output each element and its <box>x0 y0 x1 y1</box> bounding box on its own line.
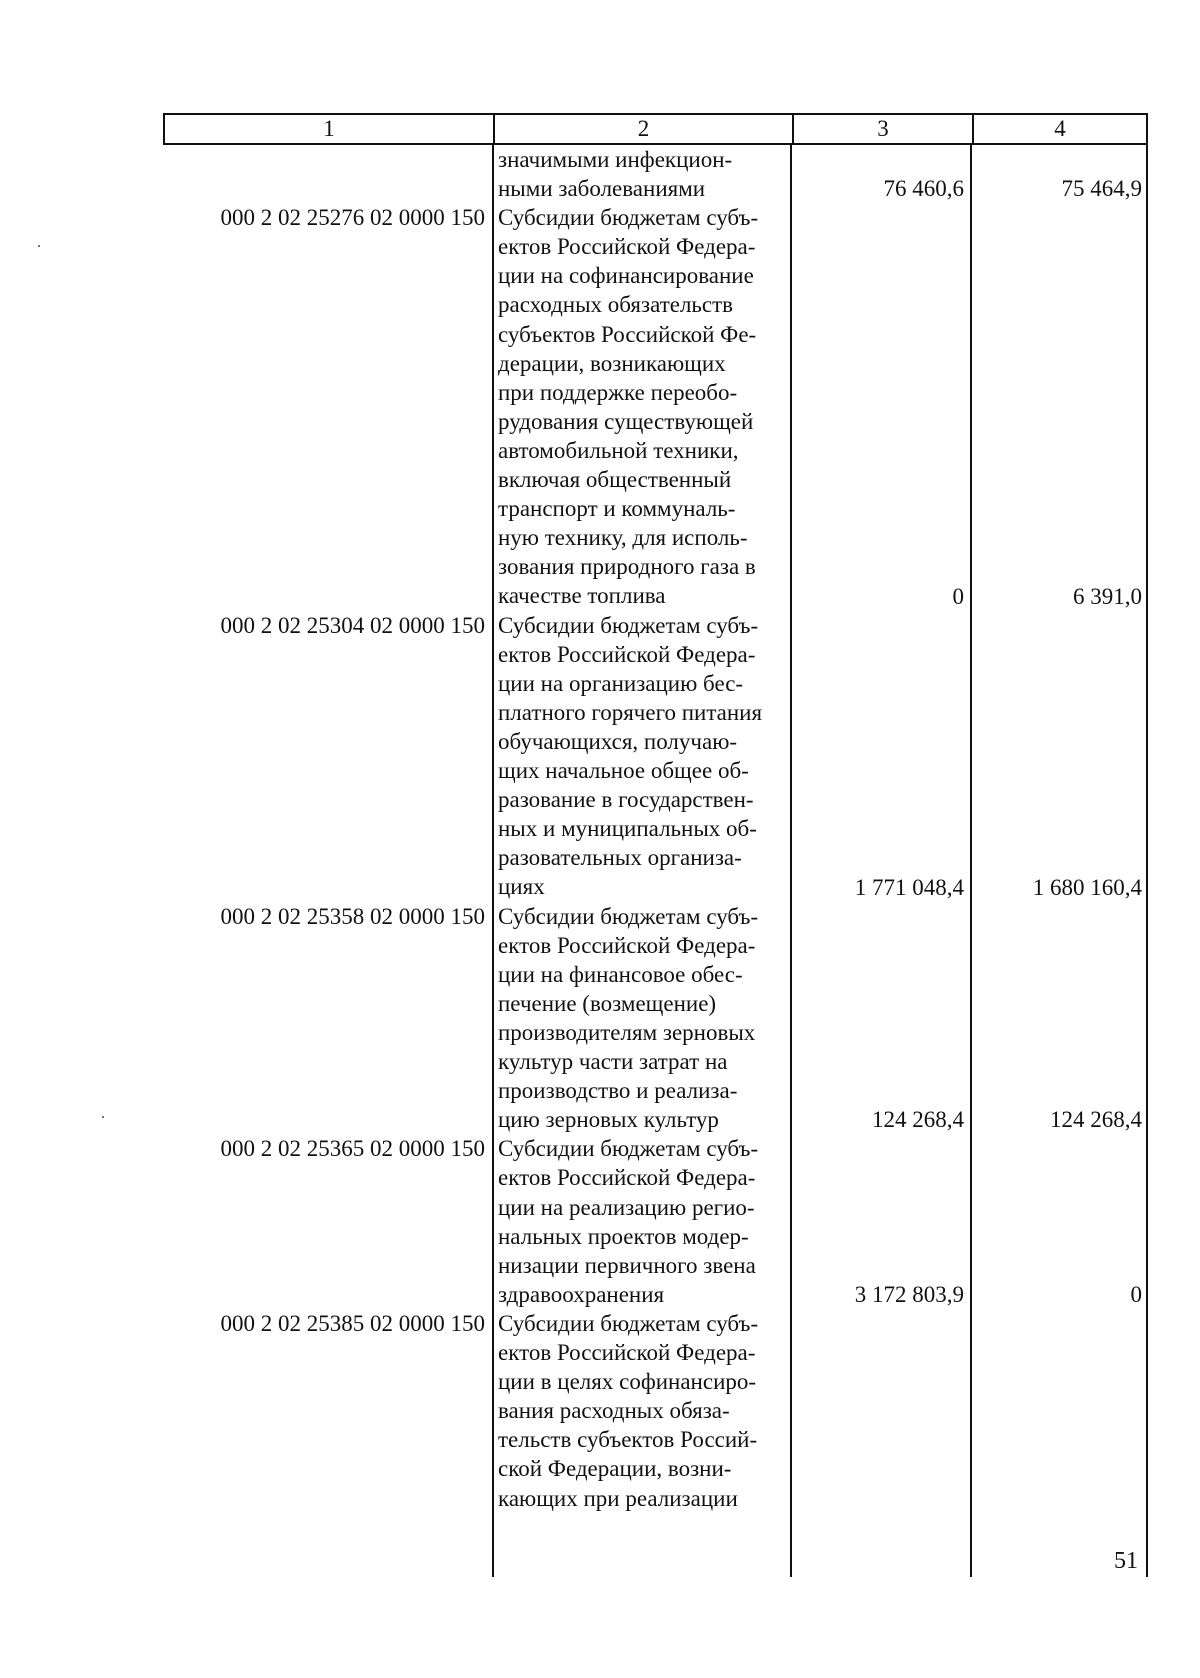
description-line: производителям зерновых <box>498 1019 756 1045</box>
description-line: производство и реализа- <box>498 1078 738 1104</box>
description-line: дерации, возникающих <box>498 350 726 376</box>
description-line: ции на организацию бес- <box>498 670 744 696</box>
value-col-4: 124 268,4 <box>1050 1107 1142 1133</box>
description-line: щих начальное общее об- <box>498 758 749 784</box>
value-col-3: 1 771 048,4 <box>854 874 964 900</box>
value-col-3: 76 460,6 <box>883 176 964 202</box>
description-line: ектов Российской Федера- <box>498 1165 756 1191</box>
scan-speck <box>38 245 40 247</box>
header-col-2: 2 <box>495 115 794 143</box>
description-line: культур части затрат на <box>498 1049 728 1075</box>
description-line: ции в целях софинансиро- <box>498 1369 757 1395</box>
table-header-row <box>163 113 1148 145</box>
description-line: низации первичного звена <box>498 1252 756 1278</box>
description-line: разовательных организа- <box>498 845 742 871</box>
description-line: Субсидии бюджетам субъ- <box>498 612 759 638</box>
description-cell <box>494 902 790 1135</box>
scan-speck <box>102 1116 104 1118</box>
description-line: здравоохранения <box>498 1281 665 1307</box>
budget-code: 000 2 02 25304 02 0000 150 <box>220 612 485 638</box>
budget-code: 000 2 02 25385 02 0000 150 <box>220 1311 485 1336</box>
description-line: ции на реализацию регио- <box>498 1194 755 1220</box>
description-cell <box>494 1309 790 1513</box>
description-line: тельств субъектов Россий- <box>498 1427 758 1453</box>
value-col-4: 75 464,9 <box>1061 176 1142 202</box>
description-line: Субсидии бюджетам субъ- <box>498 205 759 231</box>
budget-code: 000 2 02 25276 02 0000 150 <box>220 205 485 231</box>
description-line: качестве топлива <box>498 583 666 609</box>
description-cell <box>494 1134 790 1309</box>
value-col-3: 0 <box>952 583 964 609</box>
header-col-3: 3 <box>794 115 974 143</box>
description-line: ции на финансовое обес- <box>498 961 743 987</box>
header-col-1: 1 <box>165 115 495 143</box>
description-line: включая общественный <box>498 467 732 493</box>
column-divider-3-4 <box>970 145 972 1577</box>
description-line: ных и муниципальных об- <box>498 816 757 842</box>
description-line: Субсидии бюджетам субъ- <box>498 903 759 929</box>
description-line: ектов Российской Федера- <box>498 234 756 260</box>
value-col-4: 6 391,0 <box>1073 583 1142 609</box>
value-col-3: 124 268,4 <box>872 1107 964 1133</box>
description-line: печение (возмещение) <box>498 990 717 1016</box>
description-line: Субсидии бюджетам субъ- <box>498 1136 759 1162</box>
description-cell <box>494 203 790 610</box>
description-cell <box>494 145 790 203</box>
description-line: обучающихся, получаю- <box>498 728 738 754</box>
description-line: платного горячего питания <box>498 699 763 725</box>
page-number: 51 <box>1114 1548 1138 1574</box>
value-col-3: 3 172 803,9 <box>854 1281 964 1307</box>
description-line: ектов Российской Федера- <box>498 932 756 958</box>
budget-code: 000 2 02 25365 02 0000 150 <box>220 1136 485 1162</box>
header-col-4: 4 <box>974 115 1148 143</box>
description-line: при поддержке переобо- <box>498 379 738 405</box>
description-line: ектов Российской Федера- <box>498 1340 756 1366</box>
description-line: ными заболеваниями <box>498 176 706 202</box>
value-col-4: 0 <box>1130 1281 1142 1307</box>
description-line: ектов Российской Федера- <box>498 641 756 667</box>
description-line: расходных обязательств <box>498 292 734 318</box>
description-cell <box>494 611 790 902</box>
description-line: Субсидии бюджетам субъ- <box>498 1311 759 1336</box>
value-col-4: 1 680 160,4 <box>1032 874 1142 900</box>
description-line: рудования существующей <box>498 408 754 434</box>
description-line: ской Федерации, возни- <box>498 1456 732 1482</box>
description-line: нальных проектов модер- <box>498 1223 749 1249</box>
description-line: циях <box>498 874 545 900</box>
description-line: субъектов Российской Фе- <box>498 321 757 347</box>
description-line: значимыми инфекцион- <box>498 147 733 172</box>
description-line: транспорт и коммуналь- <box>498 496 736 522</box>
description-line: ции на софинансирование <box>498 263 754 289</box>
column-divider-right <box>1146 145 1148 1577</box>
description-line: ную технику, для исполь- <box>498 525 748 551</box>
column-divider-2-3 <box>790 145 792 1577</box>
description-line: вания расходных обяза- <box>498 1398 730 1424</box>
description-line: зования природного газа в <box>498 554 756 580</box>
description-line: цию зерновых культур <box>498 1107 719 1133</box>
budget-code: 000 2 02 25358 02 0000 150 <box>220 903 485 929</box>
description-line: разование в государствен- <box>498 787 754 813</box>
description-line: автомобильной техники, <box>498 437 739 463</box>
description-line: кающих при реализации <box>498 1485 738 1511</box>
